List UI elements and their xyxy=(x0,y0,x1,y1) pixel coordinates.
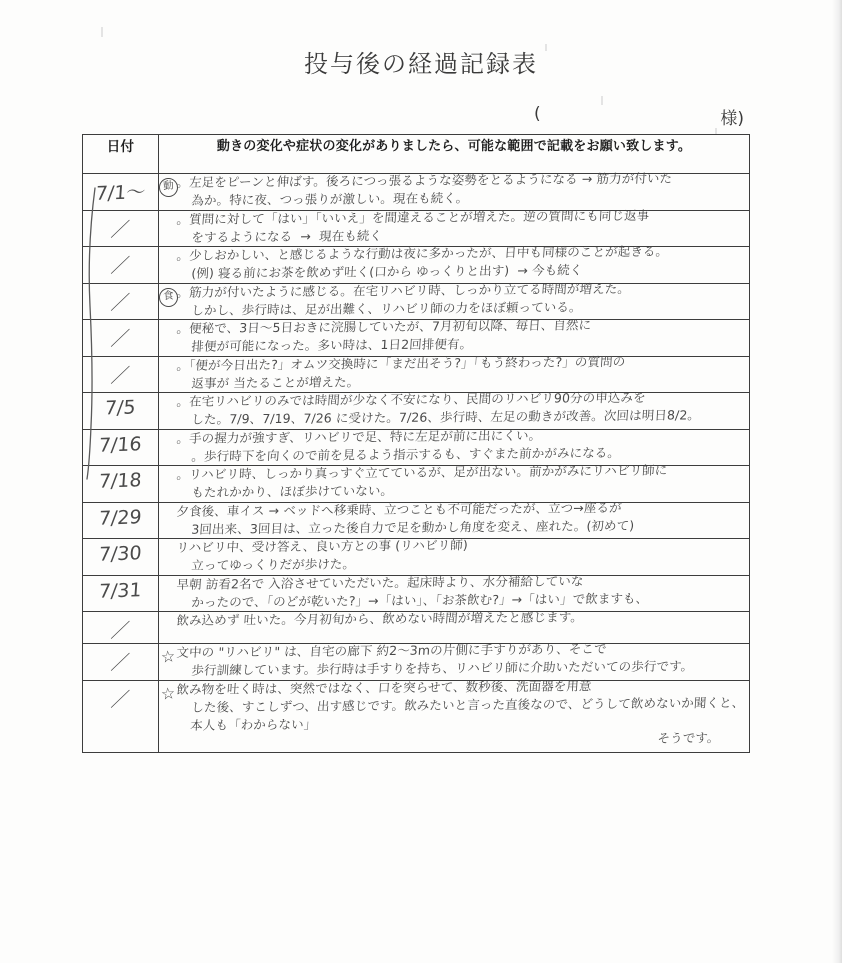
date-value: ／ xyxy=(109,619,131,643)
note-line: そうです。 xyxy=(657,729,721,746)
note-text xyxy=(157,205,750,246)
table-body xyxy=(83,170,750,753)
table-row xyxy=(83,320,750,357)
notes-cell xyxy=(159,641,750,681)
date-cell xyxy=(83,283,159,320)
date-cell xyxy=(83,356,159,393)
note-text xyxy=(158,607,749,630)
table-row xyxy=(83,502,750,539)
note-text xyxy=(157,388,750,429)
date-cell xyxy=(83,502,159,539)
date-cell xyxy=(83,539,159,576)
date-value: 7/1〜 xyxy=(94,181,146,205)
date-cell xyxy=(83,644,159,681)
note-line: 返事が 当たることが増えた。 xyxy=(190,373,360,390)
date-value: ／ xyxy=(109,688,131,711)
star-icon: ☆ xyxy=(159,646,177,667)
date-value: 7/29 xyxy=(98,505,143,530)
date-cell xyxy=(83,466,159,503)
note-line: 。歩行時下を向くので前を見るよう指示するも、すぐまた前かがみになる。 xyxy=(190,444,621,463)
date-cell xyxy=(83,575,159,612)
patient-name-field xyxy=(520,104,750,128)
date-value: ／ xyxy=(109,291,131,314)
date-value: 7/31 xyxy=(98,578,143,603)
circled-label: 動 xyxy=(158,177,178,197)
date-value: ／ xyxy=(109,651,131,675)
note-text xyxy=(157,242,750,283)
date-cell xyxy=(83,174,159,211)
note-text xyxy=(155,675,750,751)
notes-cell xyxy=(159,207,750,247)
note-text xyxy=(157,534,750,575)
note-text xyxy=(157,424,750,465)
date-cell xyxy=(83,320,159,357)
table-row xyxy=(83,680,750,752)
note-line: かったので、「のどが乾いた?」→「はい」、「お茶飲む?」→「はい」で飲ますも、 xyxy=(190,589,649,609)
note-line: (例) 寝る前にお茶を飲めず吐く(口から ゆっくりと出す) → 今も続く xyxy=(190,262,584,281)
note-text xyxy=(157,351,750,392)
date-value: ／ xyxy=(109,327,131,351)
note-line: 。在宅リハビリのみでは時間が少なく不安になり、民間のリハビリ90分の申込みを xyxy=(176,389,647,409)
date-value: 7/16 xyxy=(98,432,143,457)
table-row xyxy=(83,575,750,612)
note-line: 。手の握力が強すぎ、リハビリで足、特に左足が前に出にくい。 xyxy=(176,427,542,446)
note-line: 飲み込めず 吐いた。今月初旬から、飲めない時間が増えたと感じます。 xyxy=(176,609,584,628)
note-text xyxy=(157,570,750,611)
date-value: ／ xyxy=(109,254,131,278)
date-value: ／ xyxy=(109,218,131,241)
note-text xyxy=(157,497,750,538)
note-line: 。左足をピーンと伸ばす。後ろにつっ張るような姿勢をとるようになる → 筋力が付いた xyxy=(176,170,673,190)
circled-label: 食 xyxy=(158,287,178,307)
date-cell xyxy=(83,247,159,284)
note-line: 立ってゆっくりだが歩けた。 xyxy=(190,556,356,573)
date-value: 7/5 xyxy=(104,396,137,420)
progress-record-table xyxy=(82,134,750,753)
note-line: 。筋力が付いたように感じる。在宅リハビリ時、しっかり立てる時間が増えた。 xyxy=(176,280,631,300)
table-row xyxy=(83,644,750,681)
notes-cell xyxy=(159,572,750,612)
note-line: 文中の "リハビリ" は、自宅の廊下 約2〜3mの片側に手すりがあり、そこで xyxy=(176,641,608,660)
date-value: 7/30 xyxy=(98,542,143,566)
table-row xyxy=(83,429,750,466)
note-line: 。質問に対して「はい」「いいえ」を間違えることが増えた。逆の質問にも同じ返事 xyxy=(176,207,650,227)
note-line: 。「便が今日出た?」オムツ交換時に「まだ出そう?」「もう終わった?」の質問の xyxy=(176,353,626,373)
notes-cell xyxy=(159,462,750,503)
date-cell xyxy=(83,210,159,247)
date-cell xyxy=(83,612,159,644)
table-row xyxy=(83,356,750,393)
note-line: もたれかかり、ほぼ歩けていない。 xyxy=(190,482,394,500)
note-line: 。少しおかしい、と感じるような行動は夜に多かったが、日中も同様のことが起きる。 xyxy=(176,243,669,263)
table-row xyxy=(83,393,750,430)
table-row xyxy=(83,174,750,211)
date-cell xyxy=(83,680,159,752)
note-line: をするようになる → 現在も続く xyxy=(190,227,383,244)
star-icon: ☆ xyxy=(159,682,177,704)
date-cell xyxy=(83,393,159,430)
scan-edge xyxy=(832,0,842,963)
notes-cell xyxy=(159,243,750,284)
note-line: 3回出来、3回目は、立った後自力で足を動かし角度を変え、座れた。(初めて) xyxy=(190,517,635,536)
note-text xyxy=(157,169,750,210)
note-line: 歩行訓練しています。歩行時は手すりを持ち、リハビリ師に介助いただいての歩行です。 xyxy=(190,658,694,678)
name-honorific: 様) xyxy=(720,109,744,129)
date-cell xyxy=(83,429,159,466)
note-line: 為か。特に夜、つっ張りが激しい。現在も続く。 xyxy=(190,190,469,208)
table-row xyxy=(83,539,750,576)
table-row xyxy=(83,247,750,284)
column-header-date: 日付 xyxy=(83,135,159,174)
notes-cell xyxy=(159,353,750,393)
note-text xyxy=(157,461,750,502)
column-header-notes: 動きの変化や症状の変化がありましたら、可能な範囲で記載をお願い致します。 xyxy=(159,135,750,174)
notes-cell xyxy=(159,317,750,357)
notes-cell xyxy=(159,499,750,539)
table-row xyxy=(83,612,750,644)
note-line: 夕食後、車イス → ベッドへ移乗時、立つことも不可能だったが、立つ→座るが xyxy=(176,499,623,519)
table-row xyxy=(83,210,750,247)
notes-cell xyxy=(159,677,750,752)
scan-speck xyxy=(101,27,103,37)
page-title: 投与後の経過記録表 xyxy=(304,50,538,78)
notes-cell xyxy=(159,429,750,466)
date-value: ／ xyxy=(109,364,131,387)
notes-cell xyxy=(159,539,750,576)
notes-cell xyxy=(159,280,750,320)
table-row xyxy=(83,466,750,503)
note-line: 早朝 訪看2名で 入浴させていただいた。起床時より、水分補給していな xyxy=(176,572,584,592)
note-line: 排便が可能になった。多い時は、1日2回排便有。 xyxy=(190,336,473,354)
note-line: 飲み物を吐く時は、突然ではなく、口を突らせて、数秒後、洗面器を用意 xyxy=(176,677,593,697)
note-text xyxy=(157,639,750,680)
name-paren-open: ( xyxy=(534,104,541,124)
note-text xyxy=(157,278,750,319)
table-row xyxy=(83,283,750,320)
note-line: 。便秘で、3日〜5日おきに浣腸していたが、7月初旬以降、毎日、自然に xyxy=(176,317,592,336)
note-line: リハビリ中、受け答え、良い方との事 (リハビリ師) xyxy=(176,537,469,555)
note-line: しかし、歩行時は、足が出難く、リハビリ師の力をほぼ頼っている。 xyxy=(190,298,583,317)
notes-cell xyxy=(159,389,750,430)
note-line: 。リハビリ時、しっかり真っすぐ立てているが、足が出ない。前かがみにリハビリ師に xyxy=(176,462,668,482)
date-value: 7/18 xyxy=(98,469,143,493)
note-line: した後、すこしずつ、出す感じです。飲みたいと言った直後なので、どうして飲めないか聞くと、本人も「わからない」 xyxy=(189,694,745,732)
note-text xyxy=(157,315,750,356)
notes-cell xyxy=(159,170,750,211)
note-line: した。7/9、7/19、7/26 に受けた。7/26、歩行時、左足の動きが改善。次回は明日8/2。 xyxy=(190,407,701,427)
table-header-row xyxy=(83,135,750,174)
